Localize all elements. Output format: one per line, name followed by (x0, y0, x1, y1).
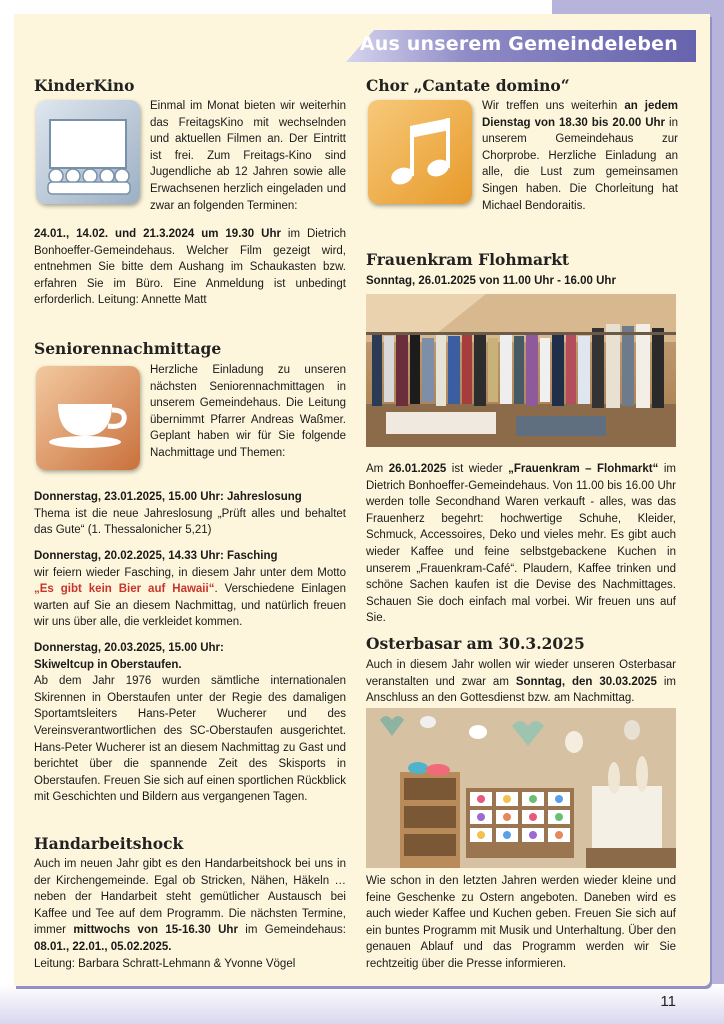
kinderkino-title: KinderKino (34, 76, 135, 95)
senioren-event-1 (34, 489, 346, 539)
kinderkino-dates: 24.01., 14.02. und 21.3.2024 um 19.30 Uhr (34, 228, 281, 240)
chor-text (482, 98, 678, 214)
osterbasar-date: Sonntag, den 30.03.2025 (515, 675, 657, 688)
music-note-icon (368, 100, 472, 204)
flohmarkt-event-name: „Frauenkram – Flohmarkt“ (508, 463, 659, 475)
cinema-icon (36, 100, 140, 204)
event-1-heading: Donnerstag, 23.01.2025, 15.00 Uhr: Jahreslosung (34, 491, 302, 503)
handarbeit-time: mittwochs von 15-16.30 Uhr (73, 924, 238, 937)
flohmarkt-text-b: ist wieder (446, 463, 509, 475)
chor-text-a: Wir treffen uns weiterhin (482, 100, 625, 112)
osterbasar-photo (366, 708, 676, 868)
osterbasar-title: Osterbasar am 30.3.2025 (366, 634, 585, 653)
chor-title: Chor „Cantate domino“ (366, 76, 570, 95)
event-1-text: Thema ist die neue Jahreslosung „Prüft alles und behaltet das Gute“ (1. Thessalonicher 5,21) (34, 507, 346, 537)
event-2-text-b: . Verschiedene Einlagen warten auf Sie an diesem Nachmittag, und natürlich freuen wir uns über alle, die verkleidet kommen. (34, 583, 346, 629)
section-banner-title: Aus unserem Gemeindeleben (359, 33, 678, 55)
handarbeit-text-b: im Gemeindehaus: (237, 924, 346, 937)
kinderkino-body (34, 226, 346, 309)
osterbasar-body: Wie schon in den letzten Jahren werden wieder kleine und feine Geschenke zu Ostern angeboten. Daneben wird es auch wieder Kaffee und Kuchen geben. Freuen Sie sich auf ein buntes Programm mit Musik und Unterhaltung. Über den genauen Ablauf und das Programm werden wir Sie rechtzeitig über die Presse informieren. (366, 875, 676, 970)
chor-text-b: in unserem Gemeindehaus zur Chorprobe. Herzliche Einladung an alle, die Lust zum gemeinsamen Singen haben. Die Chorleitung hat Michael Bendoraitis. (482, 116, 678, 212)
event-2-heading: Donnerstag, 20.02.2025, 14.33 Uhr: Fasching (34, 550, 278, 562)
senioren-intro: Herzliche Einladung zu unseren nächsten Seniorennachmittagen in unserem Gemeindehaus. Die Leitung übernimmt Pfarrer Andreas Waßmer. Geplant haben wir für Sie folgende Nachmittage und Themen: (150, 364, 346, 459)
flohmarkt-text-a: Am (366, 463, 389, 475)
event-3-text: Ab dem Jahr 1976 wurden sämtliche internationalen Skirennen in Oberstaufen unter der Regie des damaligen Sportamtsleiters Hans-Peter Wucherer und des Vereinsverantwortlichen des SC-Oberstaufen ausgerichtet. Hans-Peter Wucherer ist an diesem Nachmittag zu Gast und berichtet über die spannende Zeit des Skisports in Oberstaufen. Freuen Sie sich auf einen sportlichen Rückblick mit Geschichten und Bildern aus vergangenen Tagen. (34, 675, 346, 804)
kinderkino-intro: Einmal im Monat bieten wir weiterhin das FreitagsKino mit wechselnden und aktuellen Filmen an. Der Eintritt ist frei. Zum Freitags-Kino sind Jugendliche ab 12 Jahren sowie alle Erwachsenen herzlich eingeladen und zwar an folgenden Terminen: (150, 100, 346, 212)
event-3-heading: Donnerstag, 20.03.2025, 15.00 Uhr: (34, 642, 224, 654)
flohmarkt-bold-date: 26.01.2025 (388, 463, 447, 475)
flohmarkt-date: Sonntag, 26.01.2025 von 11.00 Uhr - 16.00 Uhr (366, 275, 616, 287)
osterbasar-text-b: im Anschluss an den Gottesdienst bzw. am Nachmittag. (366, 675, 676, 705)
flohmarkt-text (366, 461, 676, 627)
senioren-event-3 (34, 640, 346, 806)
flohmarkt-text-c: im Dietrich Bonhoeffer-Gemeindehaus. Von 11.00 bis 16.00 Uhr werden tolle Secondhand Waren verkauft - alles, was das Frauenherz begehrt: hochwertige Schuhe, Kleider, Schmuck, Accessoires, Deko und vieles mehr. Es gibt auch wieder Kaffee und feine selbstgebackene Kuchen in unserem „Frauenkram-Café“. Plaudern, Kaffee trinken und schöne Sachen kaufen ist die Devise des Nachmittages. Schauen Sie doch einfach mal vorbei. Wir freuen uns auf Sie. (366, 463, 676, 625)
chor-time: an jedem Dienstag von 18.30 bis 20.00 Uhr (482, 100, 678, 129)
bottom-color-strip (0, 984, 724, 1024)
osterbasar-text-a: Auch in diesem Jahr wollen wir wieder unseren Osterbasar veranstalten und zwar am (366, 659, 676, 688)
coffee-cup-icon (36, 366, 140, 470)
senioren-title: Seniorennachmittage (34, 339, 222, 358)
osterbasar-intro (366, 657, 676, 707)
flohmarkt-photo (366, 294, 676, 447)
handarbeit-dates: 08.01., 22.01., 05.02.2025. (34, 940, 172, 953)
handarbeit-text (34, 856, 346, 956)
event-3-subheading: Skiweltcup in Oberstaufen. (34, 658, 182, 671)
event-2-motto: „Es gibt kein Bier auf Hawaii“ (34, 583, 215, 596)
event-2-text (34, 565, 346, 631)
flohmarkt-title: Frauenkram Flohmarkt (366, 250, 570, 269)
kinderkino-text: im Dietrich Bonhoeffer-Gemeindehaus. Welcher Film gezeigt wird, entnehmen Sie bitte dem Aushang im Schaukasten bzw. erfahren Sie im Büro. Eine Anmeldung ist unbedingt erforderlich. Leitung: Annette Matt (34, 228, 346, 307)
handarbeit-title: Handarbeitshock (34, 834, 184, 853)
handarbeit-leitung: Leitung: Barbara Schratt-Lehmann & Yvonne Vögel (34, 958, 296, 970)
event-2-text-a: wir feiern wieder Fasching, in diesem Jahr unter dem Motto (34, 566, 346, 579)
senioren-event-2 (34, 548, 346, 631)
page-number: 11 (660, 993, 676, 1010)
handarbeit-text-a: Auch im neuen Jahr gibt es den Handarbeitshock bei uns in der Kirchengemeinde. Egal ob Stricken, Nähen, Häkeln … neben der Handarbeit steht gemütlicher Austausch bei Kaffee und Tee auf dem Programm. Die nächsten Termine, immer (34, 858, 346, 937)
